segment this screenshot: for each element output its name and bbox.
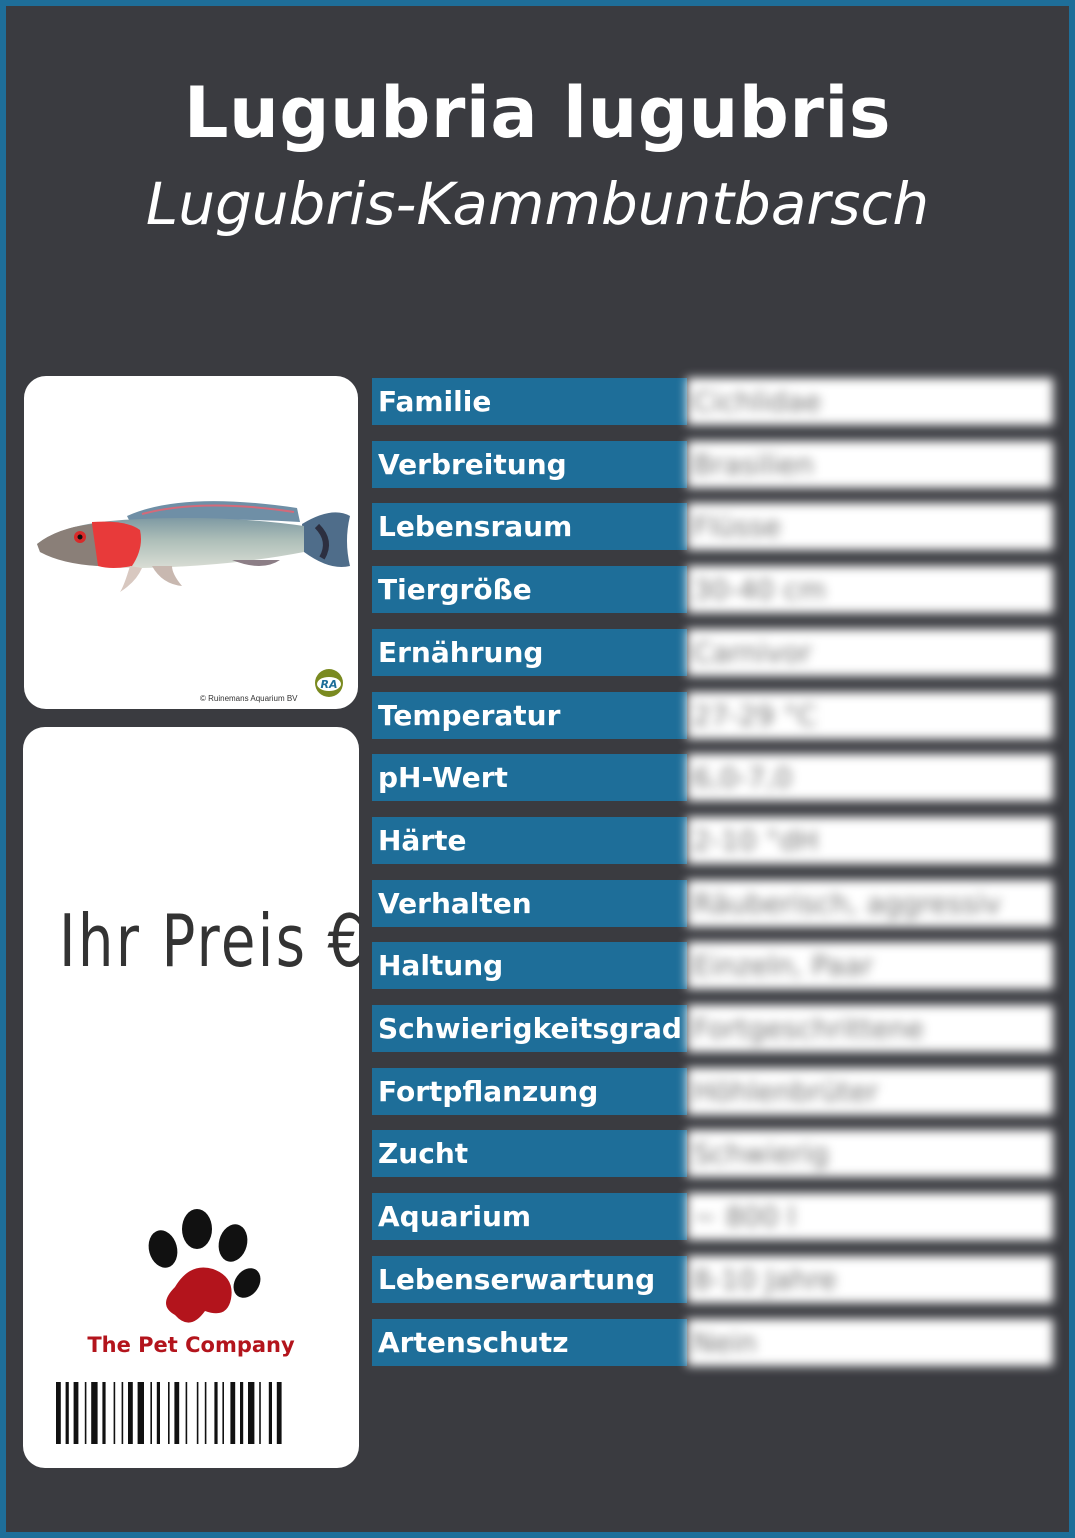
fish-image (32, 486, 352, 596)
fact-label: Zucht (372, 1130, 687, 1177)
barcode-bar (157, 1382, 160, 1444)
photo-card (24, 376, 358, 709)
fact-label: Temperatur (372, 692, 687, 739)
barcode-bar (269, 1382, 272, 1444)
table-row (372, 754, 1053, 801)
fact-value: 27-29 °C (687, 692, 1053, 739)
barcode-bar (230, 1382, 235, 1444)
barcode-bar (222, 1382, 224, 1444)
table-row (372, 880, 1053, 927)
fact-value: Höhlenbrüter (687, 1068, 1053, 1115)
fact-value: 30-40 cm (687, 566, 1053, 613)
fact-value: Carnivor (687, 629, 1053, 676)
table-row (372, 1193, 1053, 1240)
table-row (372, 441, 1053, 488)
barcode-bar (114, 1382, 116, 1444)
fact-value: Flüsse (687, 503, 1053, 550)
paw-logo-icon (135, 1207, 265, 1337)
table-row (372, 817, 1053, 864)
barcode-bar (168, 1382, 170, 1444)
barcode-bar (259, 1382, 261, 1444)
fact-value: 2-10 °dH (687, 817, 1053, 864)
fact-label: Artenschutz (372, 1319, 687, 1366)
barcode-bar (102, 1382, 105, 1444)
species-title: Lugubria lugubris (183, 72, 892, 154)
fact-label: Tiergröße (372, 566, 687, 613)
fact-label: Fortpflanzung (372, 1068, 687, 1115)
price-card (23, 727, 366, 1468)
barcode-bar (240, 1382, 243, 1444)
fact-value: ~ 800 l (687, 1193, 1053, 1240)
barcode-bar (74, 1382, 79, 1444)
fact-label: Lebensraum (372, 503, 687, 550)
barcode (56, 1382, 334, 1444)
barcode-bar (174, 1382, 179, 1444)
photo-credit: © Ruinemans Aquarium BV (200, 694, 298, 703)
barcode-bar (128, 1382, 133, 1444)
table-row (372, 503, 1053, 550)
fact-label: Schwierigkeitsgrad (372, 1005, 687, 1052)
table-row (372, 378, 1053, 425)
barcode-bar (122, 1382, 124, 1444)
ra-logo-text: RA (320, 678, 338, 691)
ra-logo-icon (314, 668, 344, 698)
price-label: Ihr Preis € (59, 899, 366, 983)
table-row (372, 942, 1053, 989)
barcode-bar (91, 1382, 97, 1444)
fact-value: 8-10 Jahre (687, 1256, 1053, 1303)
fact-label: Verhalten (372, 880, 687, 927)
fact-value: Brasilien (687, 441, 1053, 488)
fact-label: Verbreitung (372, 441, 687, 488)
barcode-bar (197, 1382, 199, 1444)
common-name-subtitle: Lugubris-Kammbuntbarsch (145, 170, 930, 238)
fact-label: pH-Wert (372, 754, 687, 801)
fact-label: Aquarium (372, 1193, 687, 1240)
fact-value: 6,0-7,0 (687, 754, 1053, 801)
barcode-bar (277, 1382, 282, 1444)
company-name: The Pet Company (87, 1333, 295, 1357)
table-row (372, 1005, 1053, 1052)
barcode-bar (56, 1382, 61, 1444)
fact-label: Ernährung (372, 629, 687, 676)
fact-label: Härte (372, 817, 687, 864)
fact-label: Familie (372, 378, 687, 425)
barcode-bar (186, 1382, 188, 1444)
barcode-bar (248, 1382, 254, 1444)
table-row (372, 1130, 1053, 1177)
table-row (372, 1256, 1053, 1303)
fact-label: Lebenserwartung (372, 1256, 687, 1303)
barcode-bar (205, 1382, 207, 1444)
table-row (372, 629, 1053, 676)
table-row (372, 1319, 1053, 1366)
barcode-bar (138, 1382, 144, 1444)
table-row (372, 692, 1053, 739)
fact-value: Räuberisch, aggressiv (687, 880, 1053, 927)
fact-value: Fortgeschrittene (687, 1005, 1053, 1052)
barcode-bar (150, 1382, 152, 1444)
fact-value: Einzeln, Paar (687, 942, 1053, 989)
fact-value: Nein (687, 1319, 1053, 1366)
fact-label: Haltung (372, 942, 687, 989)
barcode-bar (85, 1382, 87, 1444)
barcode-bar (214, 1382, 217, 1444)
table-row (372, 566, 1053, 613)
fact-value: Cichlidae (687, 378, 1053, 425)
table-row (372, 1068, 1053, 1115)
fact-value: Schwierig (687, 1130, 1053, 1177)
barcode-bar (66, 1382, 69, 1444)
